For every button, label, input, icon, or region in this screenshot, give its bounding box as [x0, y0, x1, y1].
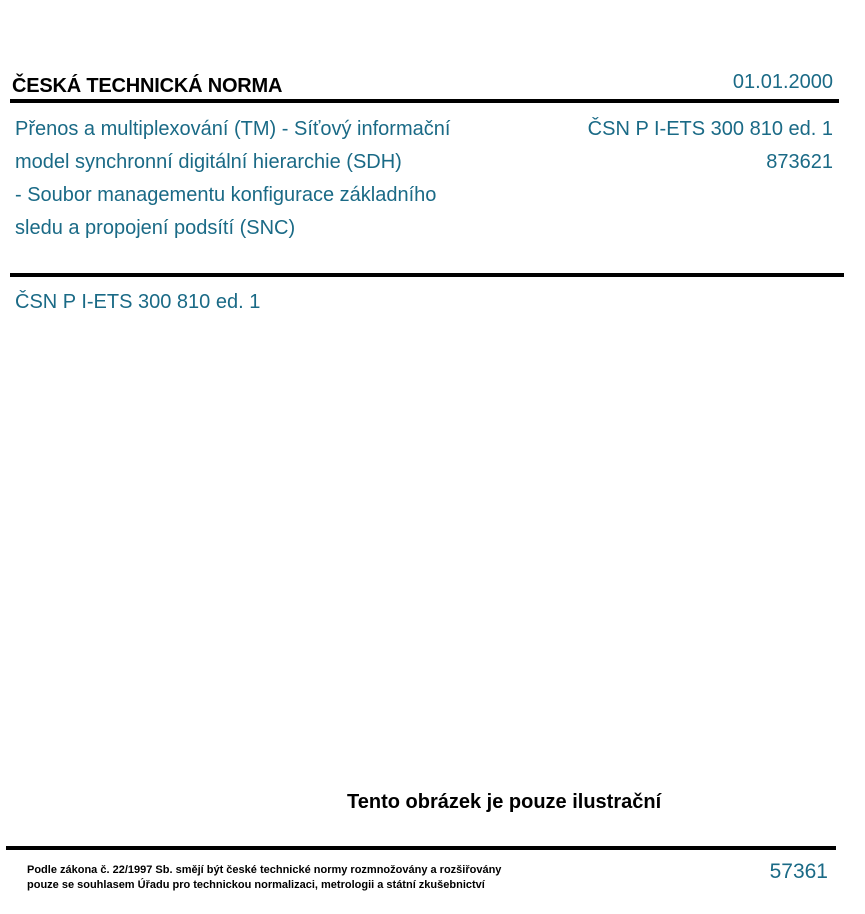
standard-title-line: - Soubor managementu konfigurace základního: [15, 184, 437, 206]
legal-notice: [27, 863, 501, 893]
standard-title-line: sledu a propojení podsítí (SNC): [15, 217, 296, 239]
standard-title-line: Přenos a multiplexování (TM) - Síťový informační: [15, 118, 451, 140]
illustration-note: Tento obrázek je pouze ilustrační: [347, 791, 662, 813]
legal-notice-line: pouze se souhlasem Úřadu pro technickou normalizaci, metrologii a státní zkušebnictví: [27, 879, 485, 891]
standard-designation: ČSN P I-ETS 300 810 ed. 1: [587, 118, 833, 140]
middle-divider: [10, 273, 844, 277]
sub-designation: ČSN P I-ETS 300 810 ed. 1: [15, 291, 261, 313]
standard-title: [15, 113, 535, 245]
class-number: 873621: [766, 151, 833, 173]
standard-title-line: model synchronní digitální hierarchie (SDH): [15, 151, 402, 173]
top-divider: [10, 99, 839, 103]
footer-number: 57361: [769, 860, 828, 883]
issue-date: 01.01.2000: [732, 71, 833, 93]
document-type-heading: ČESKÁ TECHNICKÁ NORMA: [12, 75, 283, 97]
legal-notice-line: Podle zákona č. 22/1997 Sb. smějí být české technické normy rozmnožovány a rozšiřovány: [27, 864, 502, 876]
bottom-divider: [6, 846, 836, 850]
standard-identification: [588, 113, 833, 179]
